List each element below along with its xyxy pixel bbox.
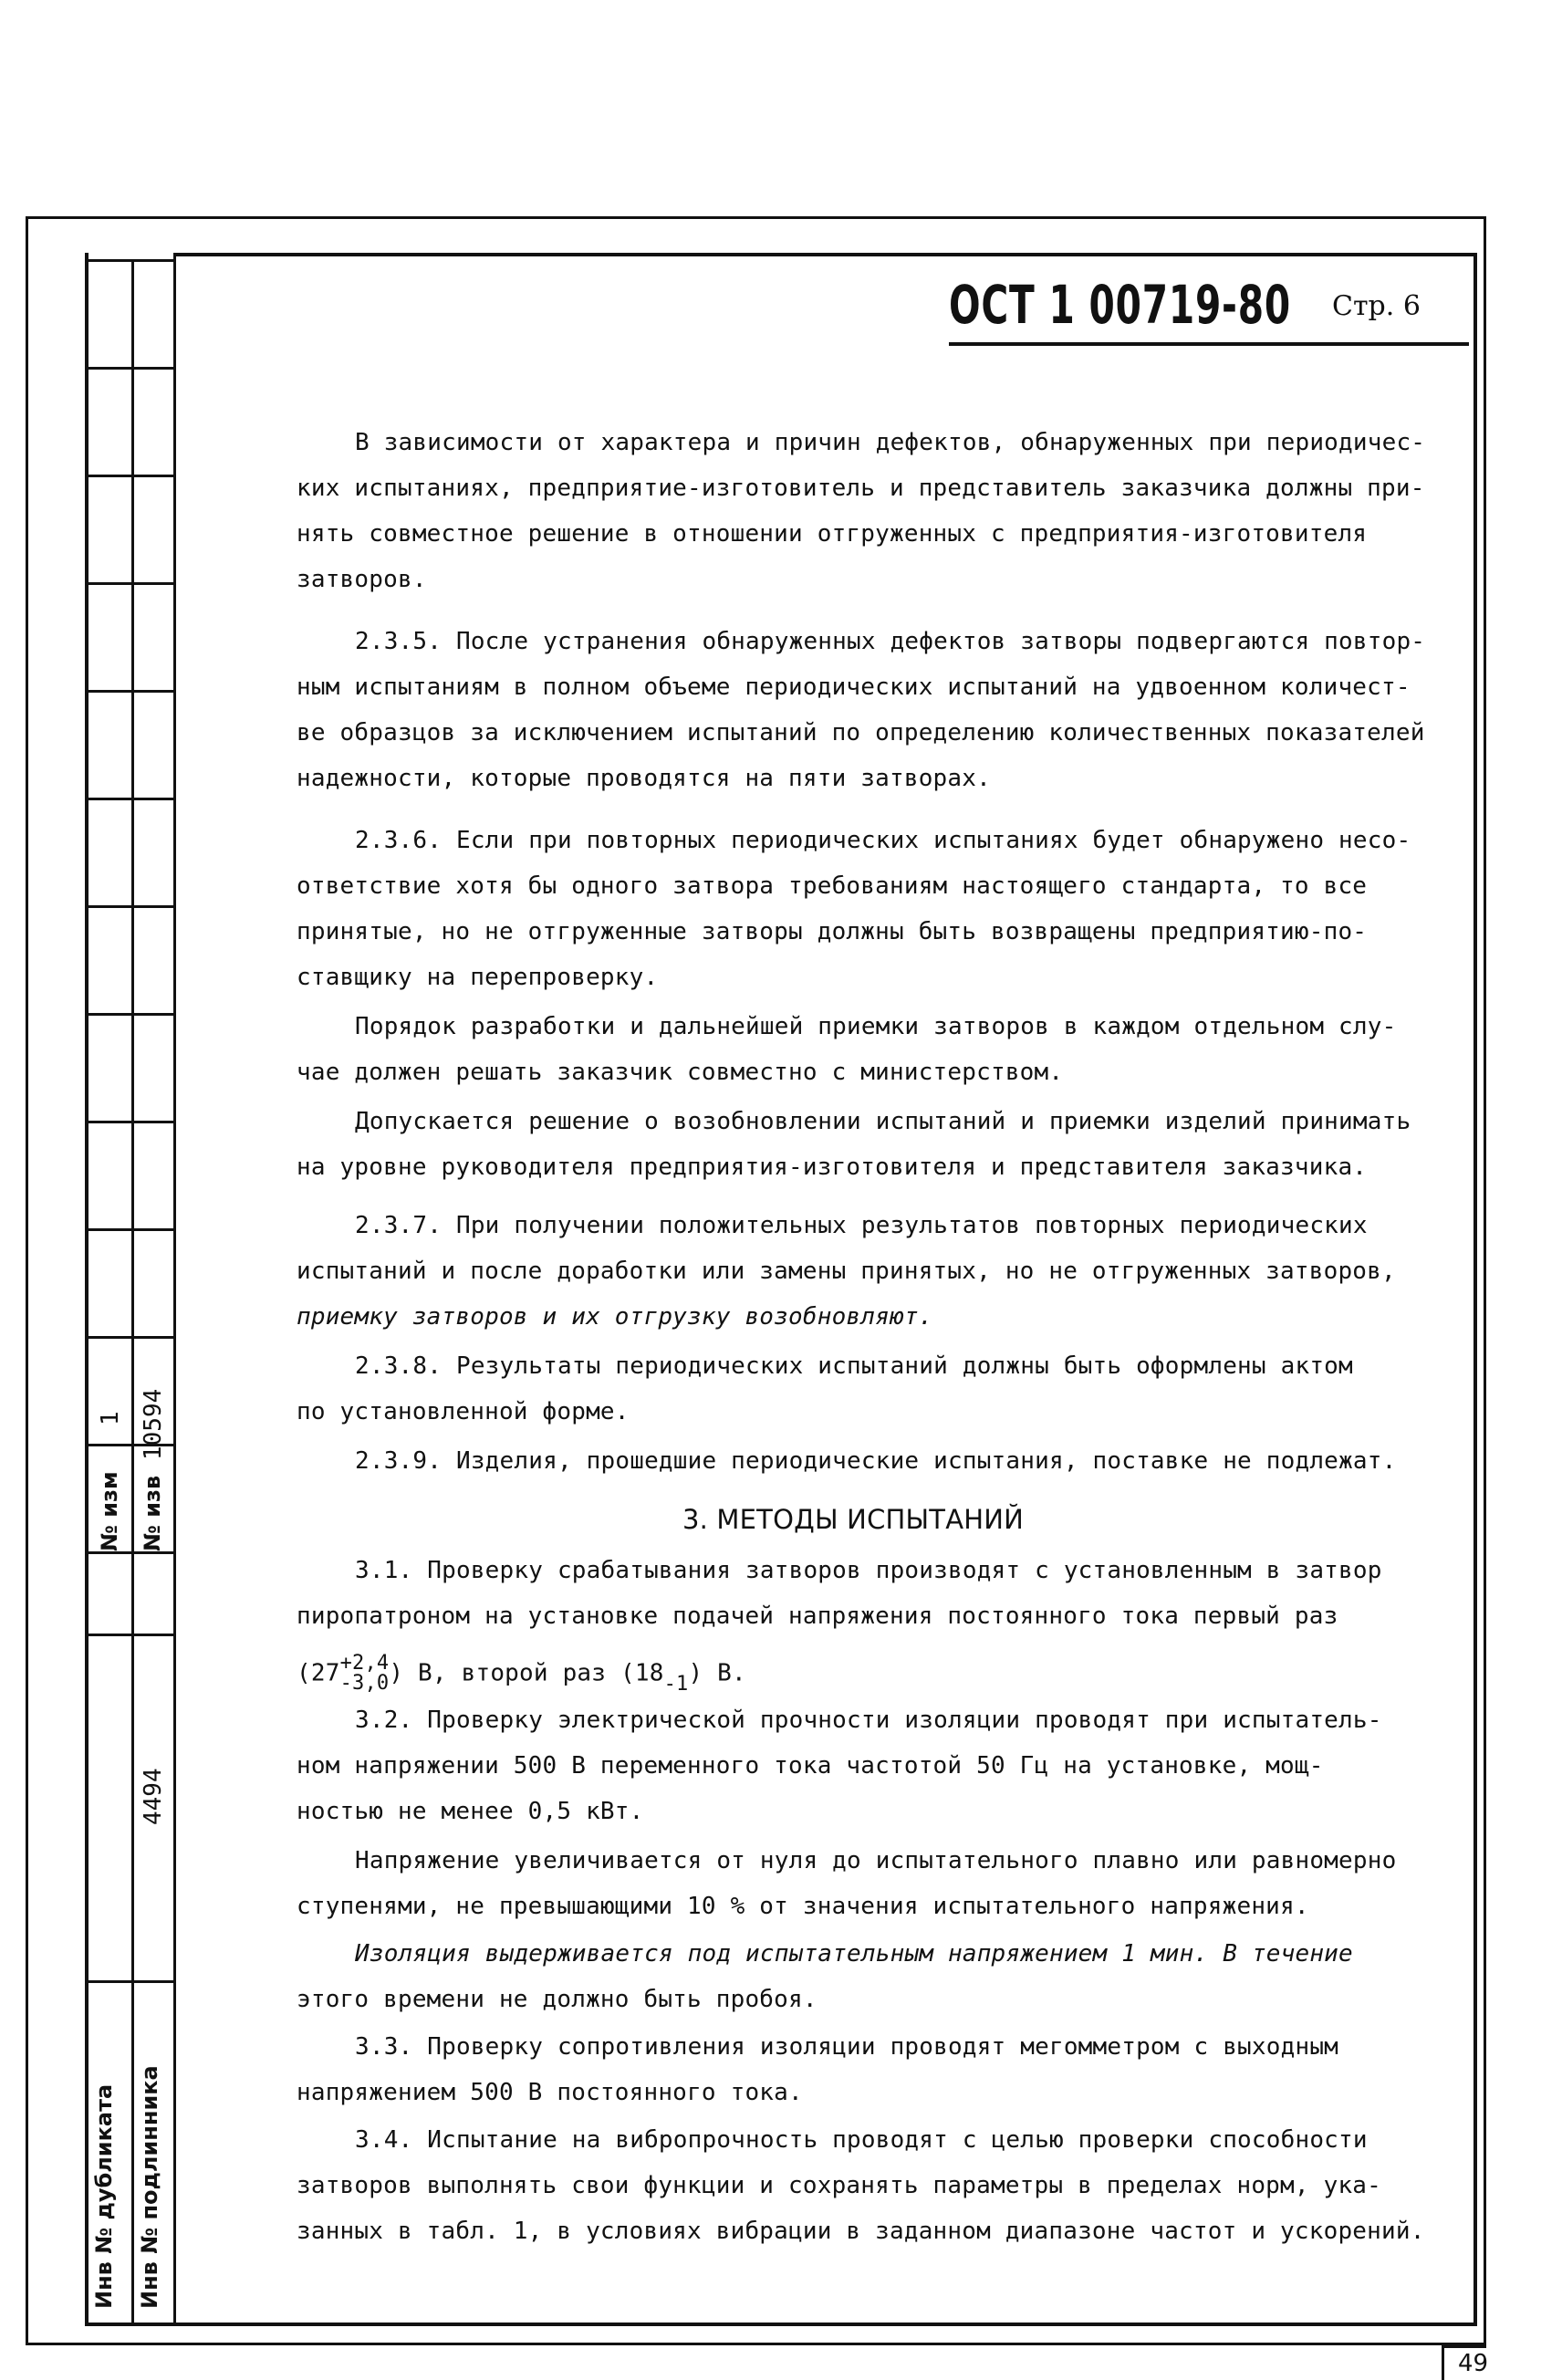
text-line: по установленной форме. xyxy=(297,1398,630,1425)
text-line: ступенями, не превышающими 10 % от значения испытательного напряжения. xyxy=(297,1893,1309,1920)
original-label: Инв № подлинника xyxy=(137,2065,162,2309)
text-line: надежности, которые проводятся на пяти затворах. xyxy=(297,765,991,792)
text-line: затворов. xyxy=(297,566,427,593)
stamp-col-3 xyxy=(173,253,176,2326)
header-top-line xyxy=(173,253,1477,256)
text-line: 2.3.7. При получении положительных результатов повторных периодических xyxy=(355,1212,1368,1239)
stamp-col-1 xyxy=(85,259,88,2326)
text-line: ном напряжении 500 В переменного тока частотой 50 Гц на установке, мощ- xyxy=(297,1752,1324,1780)
text-line: В зависимости от характера и причин дефектов, обнаруженных при периодичес- xyxy=(355,429,1426,456)
section-heading: 3. МЕТОДЫ ИСПЫТАНИЙ xyxy=(682,1504,1025,1535)
text-line: напряжением 500 В постоянного тока. xyxy=(297,2079,803,2106)
text-line: ответствие хотя бы одного затвора требованиям настоящего стандарта, то все xyxy=(297,872,1368,900)
right-border xyxy=(1473,253,1477,2326)
notice-value: 10594 xyxy=(140,1388,167,1460)
text-line: принятые, но не отгруженные затворы должны быть возвращены предприятию-по- xyxy=(297,918,1368,945)
text-line: ставщику на перепроверку. xyxy=(297,964,659,991)
text-line: нять совместное решение в отношении отгруженных с предприятия-изготовителя xyxy=(297,520,1368,548)
change-value: 1 xyxy=(97,1411,124,1425)
text-line: пиропатроном на установке подачей напряжения постоянного тока первый раз xyxy=(297,1602,1338,1630)
text-line: чае должен решать заказчик совместно с министерством. xyxy=(297,1059,1064,1086)
duplicate-label: Инв № дубликата xyxy=(91,2083,117,2309)
text-line: Порядок разработки и дальнейшей приемки затворов в каждом отдельном слу- xyxy=(355,1013,1397,1040)
text-line: занных в табл. 1, в условиях вибрации в заданном диапазоне частот и ускорений. xyxy=(297,2218,1425,2245)
text-line: ным испытаниям в полном объеме периодических испытаний на удвоенном количест- xyxy=(297,673,1411,701)
page-label: Стр. 6 xyxy=(1332,290,1421,322)
text-line: 2.3.9. Изделия, прошедшие периодические испытания, поставке не подлежат. xyxy=(355,1447,1397,1475)
text-line: приемку затворов и их отгрузку возобновляют. xyxy=(297,1303,933,1331)
text-line: 3.2. Проверку электрической прочности изоляции проводят при испытатель- xyxy=(355,1707,1382,1734)
text-line: 2.3.6. Если при повторных периодических испытаниях будет обнаружено несо- xyxy=(355,827,1411,854)
text-line: Допускается решение о возобновлении испытаний и приемки изделий принимать xyxy=(355,1108,1411,1135)
text-line: затворов выполнять свои функции и сохранять параметры в пределах норм, ука- xyxy=(297,2172,1381,2199)
document-code: ОСТ 1 00719-80 xyxy=(949,274,1291,336)
header-underline xyxy=(949,342,1469,346)
text-line: 3.4. Испытание на вибропрочность проводят с целью проверки способности xyxy=(355,2126,1368,2154)
notice-label: № изв xyxy=(140,1475,165,1551)
text-line: Изоляция выдерживается под испытательным напряжением 1 мин. В течение xyxy=(355,1940,1353,1968)
text-line: 2.3.5. После устранения обнаруженных дефектов затворы подвергаются повтор- xyxy=(355,628,1426,655)
formula-line: (27 +2,4 -3,0 ) В, второй раз $(18_{-1})$ В. xyxy=(297,1652,746,1696)
text-line: ких испытаниях, предприятие-изготовитель и представитель заказчика должны при- xyxy=(297,475,1425,502)
text-line: этого времени не должно быть пробоя. xyxy=(297,1986,817,2013)
inv-number-value: 4494 xyxy=(140,1768,167,1825)
text-line: Напряжение увеличивается от нуля до испытательного плавно или равномерно xyxy=(355,1847,1397,1874)
text-line: ностью не менее 0,5 кВт. xyxy=(297,1798,644,1825)
sheet-number: 49 xyxy=(1458,2350,1489,2377)
text-line: 3.3. Проверку сопротивления изоляции проводят мегомметром с выходным xyxy=(355,2033,1339,2061)
stamp-col-2 xyxy=(131,259,134,2326)
text-line: испытаний и после доработки или замены принятых, но не отгруженных затворов, xyxy=(297,1258,1396,1285)
text-line: ве образцов за исключением испытаний по определению количественных показателей xyxy=(297,719,1425,746)
text-line: 3.1. Проверку срабатывания затворов производят с установленным в затвор xyxy=(355,1557,1382,1584)
text-line: 2.3.8. Результаты периодических испытаний должны быть оформлены актом xyxy=(355,1352,1353,1380)
change-label: № изм xyxy=(97,1471,122,1551)
inner-frame xyxy=(85,253,1477,2326)
text-line: на уровне руководителя предприятия-изготовителя и представителя заказчика. xyxy=(297,1153,1368,1181)
